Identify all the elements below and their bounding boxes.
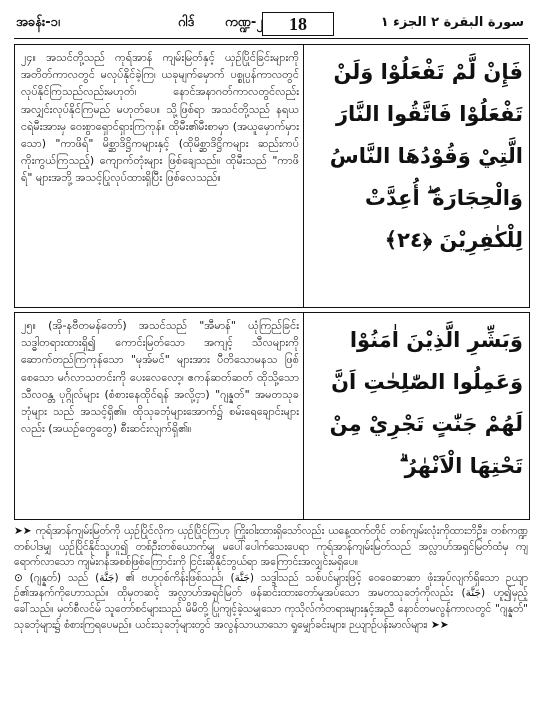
page-number: 18 bbox=[262, 12, 334, 36]
page bbox=[14, 10, 528, 702]
header-surah: سورة البقرة ٢ الجزء ١ bbox=[380, 15, 524, 30]
verse-translation: ၂၅။ (အို-နဗီတမန်တော်) အသင်သည် "အီမာန်" ယုံကြည်ခြင်းသဒ္ဓါတရားထားရှိ၍ ကောင်းမြတ်သော အကျင့် သီလများကို ဆောက်တည်ကြကုန်သော "မုအ်မင်" များအား ပီတိသောမနသ ဖြစ်စေသော မင်္ဂလာသတင်းကို ပေးလေလော့၊ ဧကန်ဆတ်ဆတ် ထိုသို့သော သီလဝန္တ ပုဂ္ဂိုလ်များ (စံစားနေထိုင်ရန် အလို့ငှာ) "ဂျန္နတ်" အမတသုခဘုံများ သည် အသင့်ရှိ၏။ ထိုသုခဘုံများအောက်၌ စမ်းရေချောင်းများလည်း (အယဉ်တွေတွေ) စီးဆင်းလျက်ရှိ၏။ bbox=[21, 319, 299, 436]
verse-translation: ၂၄။ အသင်တို့သည် ကုရ်အာန် ကျမ်းမြတ်နှင့် ယှဉ်ပြိုင်ခြင်းများကို အတိတ်ကာလတွင် မလုပ်နိုင်ခဲ့ကြ၊ ယခုမျက်မှောက် ပစ္စုပ္ပန်ကာလတွင် လုပ်နိုင်ကြသည်လည်းမဟုတ်၊ နောင်အနာဂတ်ကာလတွင်လည်း အလျှင်းလုပ်နိုင်ကြမည် မဟုတ်ပေ။ သို့ဖြစ်ရာ အသင်တို့သည် နရယငရဲမီးအားမှ ဝေးစွာရှောင်ရှားကြကုန်။ ထိုမီး၏မီးစာမှာ (အယူမှောက်မှားသော) "ကာဖိရ်" မိစ္ဆာဒိဋ္ဌိကများနှင့် (ထိုမိစ္ဆာဒိဋ္ဌိကများ ဆည်းကပ်ကိုးကွယ်ကြသည့်) ကျောက်တုံးများ ဖြစ်ချေသည်။ ထိုမီးသည် "ကာဖိရ်" များအဘို့ အသင့်ပြုလုပ်ထားရှိပြီး ဖြစ်လေသည်။ bbox=[21, 51, 299, 185]
page-header bbox=[14, 10, 528, 39]
verse-block-24 bbox=[14, 44, 530, 308]
column-divider bbox=[303, 45, 304, 307]
footnotes bbox=[14, 524, 528, 633]
footnote: ➤➤ ကုရ်အာန်ကျမ်းမြတ်ကို ယှဉ်ပြိုင်လိုက ယှဉ်ပြိုင်ကြဟု ကြိုးဝါးထားရှိသော်လည်း ယနေ့ထက်တိုင် တစ်ကျမ်းလုံးကိုထားဘိဦး၊ တစ်ကဏ္ဍတစ်ပါဒမျှ ယှဉ်ပြိုင်နိုင်သူဟူ၍ တစ်ဦးတစ်ယောက်မျှ မပေါ်ပေါက်သေးပေရာ ကုရ်အာန်ကျမ်းမြတ်သည် အလ္လာဟ်အရှင်မြတ်ထံမှ ကျရောက်လာသော ကျမ်းဂန်အစစ်ဖြစ်ကြောင်းကို ငြင်းဆိုနိုင်ဘွယ်ရာ အကြောင်းအလျှင်းမရှိပေ။ bbox=[14, 525, 528, 569]
verse-block-25 bbox=[14, 312, 530, 520]
header-page-label: ဂါဒ် bbox=[178, 15, 195, 30]
header-part: အခန်း-၁၊ bbox=[16, 15, 61, 30]
verse-arabic: فَإِنْ لَّمْ تَفْعَلُوْا وَلَنْ تَفْعَلُوْا فَاتَّقُوا النَّارَ الَّتِيْ وَقُوْدُهَا النَّاسُ وَالْحِجَارَةُ ۖ أُعِدَّتْ لِلْكٰفِرِيْنَ ﴿٢٤﴾ bbox=[329, 60, 523, 252]
footnote: ⊙ (ဂျန္နတ်) သည် (جَنَّة) ၏ ဗဟုဝုစ်ကိန်းဖြစ်သည်၊ (جَنَّة) သဒ္ဒါသည် သစ်ပင်များဖြင့် ဝေဝေဆာဆာ ဖုံးအုပ်လျက်ရှိသော ဉယျာဉ်၏အနက်ကိုဟောသည်။ ထိုမှတဆင့် အလ္လာဟ်အရှင်မြတ် ဖန်ဆင်းထားတော်မူအပ်သော အမတသုခဘုံကိုလည်း (جَنَّة) ဟူ၍မှည့်ခေါ်သည်။ မှတ်စီလင်မ် သူတော်စင်များသည် မိမိတို့ ပြုကျင့်ခဲ့သမျှသော ကုသိုလ်ကံတရားများနှင့်အညီ နောင်တမလွန်ကာလတွင် "ဂျန္နတ်" သုခဘုံများ၌ စံစားကြရပေမည်။ ယင်းသုခဘုံများတွင် အလွန်သာယာသော ရှုမျှော်ခင်းများ၊ ဉယျာဉ်ပန်းမာလ်များ၊ ➤➤ bbox=[14, 571, 529, 631]
column-divider bbox=[303, 313, 304, 519]
header-page-mm: ကဏ္ဍ-၂ bbox=[225, 15, 263, 30]
verse-arabic: وَبَشِّرِ الَّذِيْنَ اٰمَنُوْا وَعَمِلُوا الصّٰلِحٰتِ اَنَّ لَهُمْ جَنّٰتٍ تَجْرِيْ مِنْ تَحْتِهَا الْاَنْهٰرُ ۗ bbox=[329, 328, 523, 478]
